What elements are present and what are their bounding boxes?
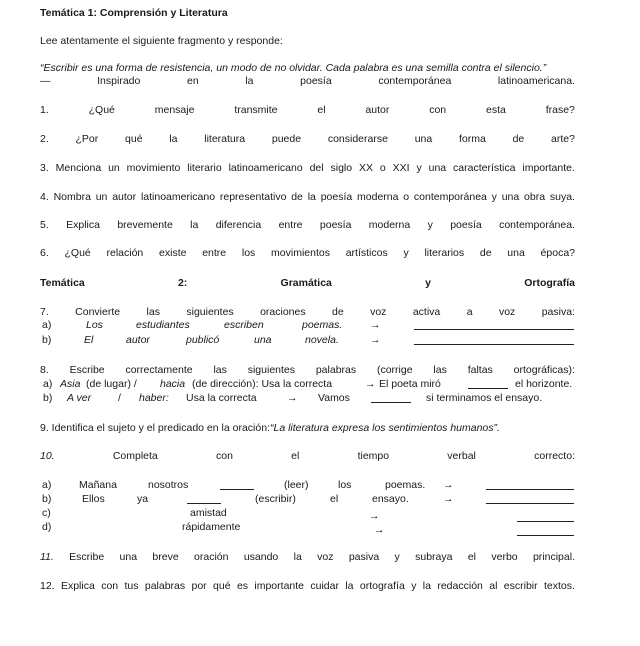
question-text: 9. Identifica el sujeto y el predicado en la oración: [40,422,270,434]
arrow-icon: → [443,493,454,505]
word: es [236,580,249,592]
word: representativo [219,191,287,203]
word: la [190,219,199,231]
word: literarios [424,247,465,259]
word: Asia [60,378,81,390]
item-label: d) [42,521,52,533]
word: usando [243,551,279,563]
answer-blank-10a[interactable] [486,479,574,490]
word: Convierte [75,306,121,318]
word: 2: [177,277,188,289]
word: una [254,334,272,346]
word: XXI [392,162,410,174]
word: obra [524,191,546,203]
arrow-icon: → [370,334,381,346]
word: — [40,75,51,87]
question-5 [40,219,575,232]
word: 6. [40,247,49,259]
word: Gramática [280,277,332,289]
word: ¿Por [75,133,99,145]
word: voz [498,306,516,318]
word: existe [159,247,187,259]
answer-blank-8a[interactable] [468,378,508,389]
word: y [411,580,417,592]
word: de [291,191,303,203]
word: siguientes [247,364,295,376]
word: escriben [224,319,264,331]
word: cuidar [310,580,339,592]
word: una [414,133,433,145]
word: frase? [545,104,575,116]
word: siguientes [186,306,234,318]
word: XX [359,162,374,174]
word: (corrige [376,364,413,376]
word: entre [278,219,303,231]
word: ortográficas): [513,364,575,376]
word: una [501,191,520,203]
word: tiempo [357,450,390,462]
word: palabras [144,580,186,592]
question-7 [40,306,575,319]
question-4 [40,191,575,204]
word: contemporánea [413,191,487,203]
word: movimiento [126,162,181,174]
answer-blank-10a-verb[interactable] [220,479,254,490]
arrow-icon: → [365,378,376,390]
word: suya. [549,191,575,203]
question-number: 10. [40,450,55,462]
word: moderna [368,219,411,231]
word: importante [254,580,304,592]
word: Nombra [53,191,91,203]
item-label: a) [42,319,52,331]
word: con [101,580,119,592]
word: publicó [186,334,220,346]
answer-blank-7a[interactable] [414,319,574,330]
question-12 [40,580,575,593]
word: relación [106,247,144,259]
word: verbo [491,551,518,563]
word: latinoamericano [140,191,216,203]
word: Mañana [79,479,117,491]
quote [40,62,575,75]
word: oraciones [260,306,306,318]
question-8 [40,364,575,377]
word: literario [187,162,222,174]
word: novela. [305,334,339,346]
word: a [466,306,473,318]
word: con [216,450,233,462]
word: y [394,551,400,563]
word: nosotros [148,479,189,491]
word: correctamente [125,364,193,376]
word: de [512,133,525,145]
word: estudiantes [136,319,190,331]
word: tus [124,580,139,592]
word: los [241,247,256,259]
word: ensayo. [372,493,409,505]
word: arte? [551,133,575,145]
answer-blank-7b[interactable] [414,334,574,345]
item-label: b) [42,334,52,346]
arrow-icon: → [374,524,385,536]
word: época? [540,247,575,259]
word: faltas [467,364,493,376]
word: Temática [40,277,85,289]
word: poesía [320,191,353,203]
instruction [40,35,575,48]
word: en [186,75,199,87]
word: transmite [234,104,278,116]
word: Menciona [55,162,102,174]
word: y [425,277,431,289]
word: latinoamericana. [497,75,575,87]
word: el [317,104,326,116]
word: un [108,162,120,174]
question-6 [40,247,575,260]
word: el [291,450,300,462]
word: ¿Qué [64,247,91,259]
word: 8. [40,364,49,376]
word: 3. [40,162,49,174]
text: Vamos [318,392,350,404]
word: 7. [40,306,49,318]
word: una [428,162,447,174]
word: 5. [40,219,49,231]
quoted-sentence: “La literatura expresa los sentimientos humanos”. [269,422,500,434]
instruction-text: Lee atentamente el siguiente fragmento y responde: [40,35,283,47]
text: (de lugar) / [86,378,137,390]
word: Ortografía [524,277,575,289]
word: o [403,191,410,203]
item-label: a) [42,479,52,491]
word: las [146,306,160,318]
answer-blank-10d[interactable] [517,525,574,536]
word: 4. [40,191,49,203]
word: pasiva [348,551,380,563]
word: o [379,162,386,174]
word: poesía [300,75,332,87]
word: subraya [415,551,453,563]
word: una [119,551,138,563]
word: Escribe [69,364,105,376]
word: poemas. [385,479,426,491]
word: ortografía [359,580,405,592]
word: diferencia [215,219,262,231]
question-1 [40,104,575,117]
word: entre [202,247,227,259]
answer-blank-10c[interactable] [517,511,574,522]
question-2 [40,133,575,146]
word: la [245,75,254,87]
word: contemporánea. [499,219,575,231]
word: 1. [40,104,49,116]
word: qué [213,580,231,592]
word: textos. [543,580,575,592]
word: puede [271,133,302,145]
word: considerarse [327,133,388,145]
word: esta [486,104,506,116]
word: autor [365,104,390,116]
item-label: b) [43,392,53,404]
word: forma [458,133,486,145]
arrow-icon: → [443,479,454,491]
question-11 [40,551,575,564]
word: rápidamente [182,521,241,533]
item-label: a) [43,378,53,390]
question-3 [40,162,575,175]
quote-text: “Escribir es una forma de resistencia, un modo de no olvidar. Cada palabra es una semilla contra el silencio.” [40,62,547,74]
word: movimientos [271,247,330,259]
word: poesía [450,219,482,231]
word: del [309,162,324,174]
section-1-title [40,7,575,20]
word: verbal [447,450,476,462]
section-2-title [40,277,575,290]
word: por [191,580,207,592]
word: Completa [112,450,158,462]
word: y [427,219,433,231]
verb-hint: (leer) [284,479,309,491]
arrow-icon: → [287,392,298,404]
word: característica [453,162,516,174]
word: los [338,479,352,491]
word: la [422,580,431,592]
word: moderna [357,191,399,203]
word: breve [152,551,179,563]
word: el [330,493,339,505]
word: voz [370,306,387,318]
word: brevemente [117,219,173,231]
word: voz [317,551,334,563]
word: amistad [190,507,227,519]
arrow-icon: → [369,510,380,522]
text: si terminamos el ensayo. [426,392,543,404]
word: redacción [437,580,483,592]
arrow-icon: → [370,319,381,331]
word: pasiva: [541,306,575,318]
word: activa [412,306,441,318]
text: El poeta miró [379,378,441,390]
section-title: Temática 1: Comprensión y Literatura [40,7,228,19]
word: una [507,247,525,259]
word: hacia [160,378,186,390]
word: importante. [522,162,575,174]
question-number: 11. [40,551,54,563]
word: Inspirado [97,75,141,87]
word: qué [125,133,143,145]
word: y [416,162,422,174]
word: principal. [532,551,575,563]
answer-blank-8b[interactable] [371,392,411,403]
item-label: b) [42,493,52,505]
word: y [491,191,497,203]
answer-blank-10b[interactable] [486,493,574,504]
word: Explica [60,580,95,592]
verb-hint: (escribir) [255,493,296,505]
text: Usa la correcta [186,392,257,404]
word: un [95,191,108,203]
word: autor [126,334,150,346]
word: ¿Qué [88,104,115,116]
word: y [403,247,409,259]
word: Escribe [69,551,105,563]
word: 12. [40,580,55,592]
word: el [467,551,477,563]
word: artísticos [345,247,388,259]
word: al [489,580,498,592]
word: la [307,191,316,203]
word: la [169,133,178,145]
text: el horizonte. [515,378,573,390]
word: latinoamericano [228,162,303,174]
quote-attribution [40,75,575,88]
word: mensaje [154,104,195,116]
answer-blank-10b-verb[interactable] [187,493,221,504]
word: la [293,551,302,563]
word: correcto: [534,450,575,462]
word: palabras [315,364,357,376]
question-9 [40,422,575,435]
word: haber: [139,392,169,404]
item-label: c) [42,507,51,519]
word: literatura [204,133,246,145]
word: poesía [319,219,352,231]
word: El [84,334,94,346]
word: la [345,580,354,592]
word: 2. [40,133,49,145]
word: Los [86,319,103,331]
word: oración [194,551,229,563]
word: A ver [67,392,92,404]
word: contemporánea [378,75,452,87]
word: las [433,364,447,376]
word: las [213,364,227,376]
word: autor [112,191,137,203]
word: con [429,104,447,116]
word: siglo [330,162,353,174]
text: (de dirección): Usa la correcta [192,378,333,390]
word: ya [137,493,149,505]
word: de [332,306,344,318]
question-10 [40,450,575,463]
word: poemas. [302,319,343,331]
word: Ellos [82,493,105,505]
word: Explica [66,219,100,231]
word: de [479,247,492,259]
text: / [118,392,121,404]
word: escribir [503,580,538,592]
